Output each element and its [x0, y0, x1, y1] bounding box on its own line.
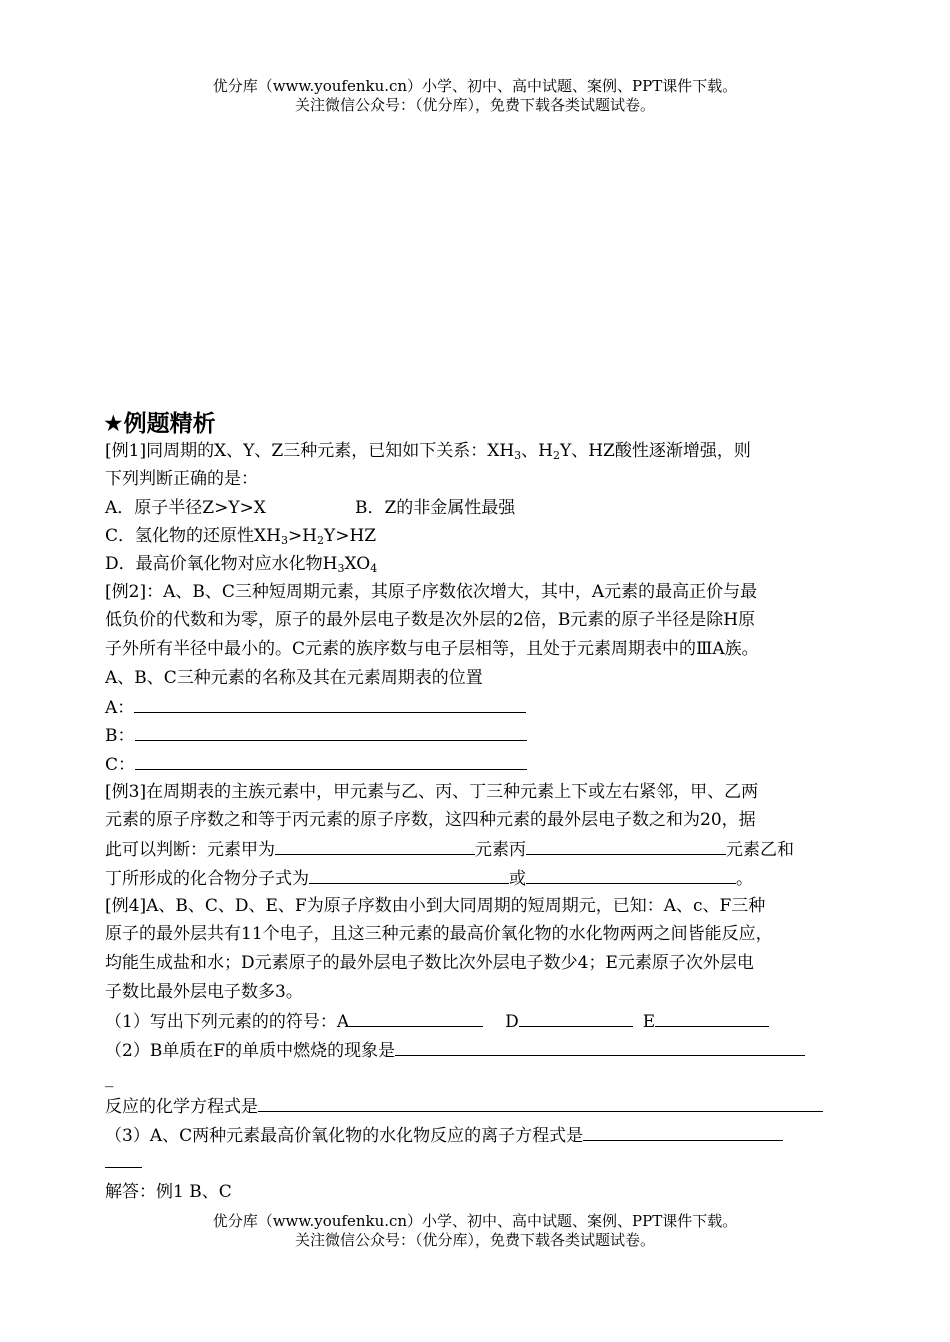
ex2-line-3: 子外所有半径中最小的。C元素的族序数与电子层相等，且处于元素周期表中的ⅢA族。: [105, 639, 759, 659]
ex1-stem-line-1: [105, 439, 751, 463]
ex4-q2-equation: [105, 1094, 823, 1119]
ex3-text-element-yi: 元素乙和: [726, 840, 794, 860]
ex2-line-4: A、B、C三种元素的名称及其在元素周期表的位置: [105, 668, 483, 688]
ex4-line-4: 子数比最外层电子数多3。: [105, 982, 303, 1002]
ex2-blank-b[interactable]: [135, 723, 527, 741]
ex1-stem-text-a: [例1]同周期的X、Y、Z三种元素，已知如下关系：XH: [105, 441, 515, 461]
ex4-question-2: [105, 1038, 805, 1063]
ex4-q3-blank-cont[interactable]: [105, 1150, 142, 1168]
ex4-question-3: [105, 1123, 783, 1148]
header-line-1: 优分库（www.youfenku.cn）小学、初中、高中试题、案例、PPT课件下载。: [212, 77, 738, 95]
ex3-blank-formula-2[interactable]: [526, 866, 736, 884]
ex4-q1-text-e: E: [642, 1012, 656, 1032]
ex1-optd-text-a: D．最高价氧化物对应水化物H: [105, 554, 338, 574]
ex4-q3-continuation: [105, 1150, 142, 1175]
page-header: [0, 77, 950, 115]
ex4-q3-text: （3）A、C两种元素最高价氧化物的水化物反应的离子方程式是: [105, 1126, 584, 1146]
ex1-optc-sub-1: 3: [280, 534, 288, 547]
footer-line-2: 关注微信公众号：（优分库），免费下载各类试题试卷。: [294, 1231, 655, 1249]
ex2-blank-a[interactable]: [134, 695, 526, 713]
ex4-q1-text-a: （1）写出下列元素的的符号：A: [105, 1012, 350, 1032]
ex1-option-d: [105, 552, 377, 576]
ex4-q1-blank-a[interactable]: [349, 1009, 483, 1027]
ex4-q3-blank[interactable]: [583, 1123, 783, 1141]
ex3-text-element-bing: 元素丙: [475, 840, 526, 860]
ex3-line-2: 元素的原子序数之和等于丙元素的原子序数，这四种元素的最外层电子数之和为20，据: [105, 810, 756, 830]
header-line-2: 关注微信公众号：（优分库），免费下载各类试题试卷。: [294, 96, 655, 114]
ex2-answer-a: [105, 695, 526, 720]
ex4-q2-text: （2）B单质在F的单质中燃烧的现象是: [105, 1041, 396, 1061]
ex3-blank-formula-1[interactable]: [309, 866, 509, 884]
ex1-option-b: B．Z的非金属性最强: [355, 498, 516, 518]
ex4-question-1: [105, 1009, 769, 1034]
ex2-label-c: C：: [105, 755, 136, 775]
ex2-blank-c[interactable]: [135, 752, 527, 770]
ex4-line-2: 原子的最外层共有11个电子，且这三种元素的最高价氧化物的水化物两两之间皆能反应，: [105, 924, 773, 944]
footer-line-1: 优分库（www.youfenku.cn）小学、初中、高中试题、案例、PPT课件下载。: [212, 1212, 738, 1230]
ex2-answer-b: [105, 723, 527, 748]
ex4-q2-eq-text: 反应的化学方程式是: [105, 1097, 258, 1117]
ex3-blank-bing[interactable]: [526, 837, 726, 855]
ex4-q1-blank-d[interactable]: [519, 1009, 633, 1027]
ex2-label-a: A：: [105, 698, 135, 718]
ex3-text-formula: 丁所形成的化合物分子式为: [105, 869, 309, 889]
ex1-stem-line-2: 下列判断正确的是：: [105, 469, 258, 489]
ex3-line-4: [105, 866, 753, 891]
ex1-optd-sub-1: 3: [337, 562, 345, 575]
ex4-q2-blank[interactable]: [395, 1038, 805, 1056]
ex1-option-c: [105, 524, 376, 548]
ex4-q2-continuation: _: [105, 1068, 114, 1088]
ex3-line-3: [105, 837, 794, 862]
ex2-line-1: [例2]：A、B、C三种短周期元素，其原子序数依次增大，其中，A元素的最高正价与最: [105, 582, 758, 602]
ex4-q1-text-d: D: [505, 1012, 519, 1032]
ex2-answer-c: [105, 752, 527, 777]
ex3-text-element-jia: 此可以判断：元素甲为: [105, 840, 275, 860]
ex2-line-2: 低负价的代数和为零，原子的最外层电子数是次外层的2倍，B元素的原子半径是除H原: [105, 610, 756, 630]
ex3-blank-jia[interactable]: [275, 837, 475, 855]
ex3-text-period: 。: [736, 869, 753, 889]
ex1-sub-2: 2: [552, 449, 560, 462]
section-title: ★例题精析: [103, 411, 216, 437]
ex1-optc-text-c: Y>HZ: [324, 526, 377, 546]
ex4-line-1: [例4]A、B、C、D、E、F为原子序数由小到大同周期的短周期元，已知：A、c、F三种: [105, 896, 766, 916]
ex1-optd-sub-2: 4: [370, 562, 378, 575]
ex1-optc-text-a: C．氢化物的还原性XH: [105, 526, 281, 546]
ex1-optc-text-b: >H: [287, 526, 318, 546]
ex1-option-a: A．原子半径Z>Y>X: [105, 498, 266, 518]
page-footer: [0, 1212, 950, 1250]
ex4-line-3: 均能生成盐和水；D元素原子的最外层电子数比次外层电子数少4；E元素原子次外层电: [105, 953, 754, 973]
ex1-optc-sub-2: 2: [317, 534, 325, 547]
ex1-sub-1: 3: [514, 449, 522, 462]
ex4-q1-blank-e[interactable]: [655, 1009, 769, 1027]
ex2-label-b: B：: [105, 726, 135, 746]
ex1-stem-text-b: 、H: [521, 441, 553, 461]
ex1-optd-text-b: XO: [344, 554, 371, 574]
ex4-q2-eq-blank[interactable]: [258, 1094, 823, 1112]
ex1-stem-text-c: Y、HZ酸性逐渐增强，则: [559, 441, 751, 461]
ex3-line-1: [例3]在周期表的主族元素中，甲元素与乙、丙、丁三种元素上下或左右紧邻，甲、乙两: [105, 782, 759, 802]
ex3-text-or: 或: [509, 869, 526, 889]
answer-line: 解答：例1 B、C: [105, 1182, 232, 1202]
